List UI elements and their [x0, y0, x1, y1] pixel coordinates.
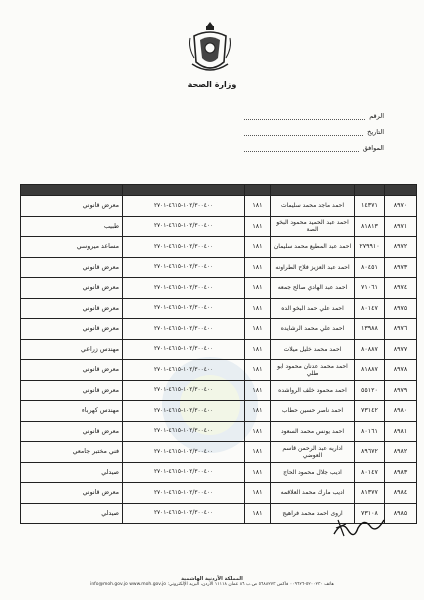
row-specialty-cell: معرض قانوني: [21, 483, 123, 504]
footer-contact: هاتف ٥٢٠٠٢٣٠-٠٠٩٦٢٦ فاكس ٥٦٨٨٢٧٣ ص.ب ٨٦ عمان ١١١١٨ الأردن، البريد الإلكتروني: info@moh.gov.jo www.moh.gov.jo: [90, 582, 334, 587]
row-seq-cell: ٨٩٧٨: [385, 360, 417, 381]
ministry-name: وزارة الصحة: [187, 80, 237, 89]
row-code-cell: ١٨١: [245, 196, 271, 217]
row-seq-cell: ٨٩٨٠: [385, 401, 417, 422]
row-id-cell: ٨١٨٨٧: [355, 360, 385, 381]
row-seq-cell: ٨٩٧٦: [385, 319, 417, 340]
row-code-cell: ١٨١: [245, 401, 271, 422]
row-seq-cell: ٨٩٨٤: [385, 483, 417, 504]
corresponding-date-label: الموافق: [362, 144, 384, 152]
row-name-cell: اديب مارك محمد العلاقمه: [271, 483, 355, 504]
row-specialty-cell: معرض قانوني: [21, 278, 123, 299]
table-body: [21, 196, 417, 524]
row-id-cell: ٥٥١٢٠: [355, 380, 385, 401]
table-row: [21, 196, 417, 217]
row-id-cell: ١٣٩٨٨: [355, 319, 385, 340]
row-account-cell: ١٠٢/٣٠٠٤٠٠-٤٦١٥-٢٧٠١: [123, 380, 245, 401]
row-account-cell: ١٠٢/٣٠٠٤٠٠-٤٦١٥-٢٧٠١: [123, 196, 245, 217]
row-name-cell: احمد عبد العزيز فلاح الطراونه: [271, 257, 355, 278]
row-specialty-cell: معرض قانوني: [21, 298, 123, 319]
row-id-cell: ٨٠١٦١: [355, 421, 385, 442]
table-row: [21, 401, 417, 422]
row-account-cell: ١٠٢/٣٠٠٤٠٠-٤٦١٥-٢٧٠١: [123, 237, 245, 258]
row-name-cell: اروى احمد محمد فراهيج: [271, 503, 355, 524]
page-footer: [30, 576, 394, 587]
row-specialty-cell: مساعد ميروسي: [21, 237, 123, 258]
row-account-cell: ١٠٢/٣٠٠٤٠٠-٤٦١٥-٢٧٠١: [123, 298, 245, 319]
table-row: [21, 216, 417, 237]
row-seq-cell: ٨٩٧٢: [385, 237, 417, 258]
corresponding-date-field: [244, 144, 384, 152]
table-row: [21, 319, 417, 340]
row-name-cell: احمد محمد خليل ميلات: [271, 339, 355, 360]
royal-crest-icon: [186, 18, 234, 78]
row-seq-cell: ٨٩٧٩: [385, 380, 417, 401]
row-name-cell: احمد محمد عدنان محمود ابو طلي: [271, 360, 355, 381]
row-specialty-cell: صيدلي: [21, 462, 123, 483]
row-seq-cell: ٨٩٧٣: [385, 257, 417, 278]
footer-country: المملكة الأردنية الهاشمية: [181, 576, 243, 582]
row-id-cell: ٨٩٦٧٢: [355, 442, 385, 463]
table-row: [21, 421, 417, 442]
row-id-cell: ٨٠١٤٧: [355, 462, 385, 483]
row-specialty-cell: مهندس كهرباء: [21, 401, 123, 422]
row-account-cell: ١٠٢/٣٠٠٤٠٠-٤٦١٥-٢٧٠١: [123, 421, 245, 442]
row-seq-cell: ٨٩٧٧: [385, 339, 417, 360]
row-code-cell: ١٨١: [245, 298, 271, 319]
dotted-line: [244, 113, 365, 120]
table-row: [21, 339, 417, 360]
row-id-cell: ٢٧٩٩١٠: [355, 237, 385, 258]
row-id-cell: ٧٣١٠٨: [355, 503, 385, 524]
table-row: [21, 237, 417, 258]
row-specialty-cell: مهندس زراعي: [21, 339, 123, 360]
row-id-cell: ٨١٨١٣: [355, 216, 385, 237]
row-account-cell: ١٠٢/٣٠٠٤٠٠-٤٦١٥-٢٧٠١: [123, 401, 245, 422]
row-account-cell: ١٠٢/٣٠٠٤٠٠-٤٦١٥-٢٧٠١: [123, 442, 245, 463]
row-seq-cell: ٨٩٧٤: [385, 278, 417, 299]
row-seq-cell: ٨٩٧٠: [385, 196, 417, 217]
dotted-line: [244, 145, 359, 152]
staff-table: [20, 184, 417, 524]
column-header: [123, 185, 245, 196]
reference-number-field: [244, 112, 384, 120]
table-row: [21, 298, 417, 319]
handwritten-signature: [332, 512, 388, 542]
row-id-cell: ٨١٣٧٧: [355, 483, 385, 504]
dotted-line: [244, 129, 363, 136]
row-code-cell: ١٨١: [245, 421, 271, 442]
table-row: [21, 462, 417, 483]
row-seq-cell: ٨٩٨٢: [385, 442, 417, 463]
row-id-cell: ٧١٠٦١: [355, 278, 385, 299]
row-id-cell: ٧٣١٤٢: [355, 401, 385, 422]
row-account-cell: ١٠٢/٣٠٠٤٠٠-٤٦١٥-٢٧٠١: [123, 462, 245, 483]
row-code-cell: ١٨١: [245, 216, 271, 237]
row-id-cell: ٨٠٨٨٧: [355, 339, 385, 360]
row-name-cell: احمد يونس محمد السعود: [271, 421, 355, 442]
row-name-cell: احمد عبد المطيع محمد سليمان: [271, 237, 355, 258]
row-code-cell: ١٨١: [245, 319, 271, 340]
table-row: [21, 278, 417, 299]
date-field: [244, 128, 384, 136]
row-code-cell: ١٨١: [245, 503, 271, 524]
row-id-cell: ٨٠١٤٧: [355, 298, 385, 319]
row-specialty-cell: معرض قانوني: [21, 421, 123, 442]
row-code-cell: ١٨١: [245, 360, 271, 381]
row-specialty-cell: معرض قانوني: [21, 319, 123, 340]
row-code-cell: ١٨١: [245, 237, 271, 258]
row-account-cell: ١٠٢/٣٠٠٤٠٠-٤٦١٥-٢٧٠١: [123, 257, 245, 278]
row-name-cell: احمد محمود خلف الرواشده: [271, 380, 355, 401]
row-name-cell: احمد علي محمد الرشايده: [271, 319, 355, 340]
row-code-cell: ١٨١: [245, 278, 271, 299]
row-account-cell: ١٠٢/٣٠٠٤٠٠-٤٦١٥-٢٧٠١: [123, 319, 245, 340]
row-code-cell: ١٨١: [245, 442, 271, 463]
row-account-cell: ١٠٢/٣٠٠٤٠٠-٤٦١٥-٢٧٠١: [123, 339, 245, 360]
column-header: [385, 185, 417, 196]
row-seq-cell: ٨٩٨١: [385, 421, 417, 442]
table-row: [21, 442, 417, 463]
row-code-cell: ١٨١: [245, 462, 271, 483]
row-id-cell: ٨٠٤٥١: [355, 257, 385, 278]
table-header-row: [21, 185, 417, 196]
table-row: [21, 257, 417, 278]
row-account-cell: ١٠٢/٣٠٠٤٠٠-٤٦١٥-٢٧٠١: [123, 503, 245, 524]
column-header: [21, 185, 123, 196]
reference-number-label: الرقم: [369, 112, 384, 120]
row-specialty-cell: طبيب: [21, 216, 123, 237]
row-account-cell: ١٠٢/٣٠٠٤٠٠-٤٦١٥-٢٧٠١: [123, 278, 245, 299]
row-specialty-cell: معرض قانوني: [21, 257, 123, 278]
row-code-cell: ١٨١: [245, 380, 271, 401]
row-code-cell: ١٨١: [245, 257, 271, 278]
row-specialty-cell: معرض قانوني: [21, 380, 123, 401]
row-seq-cell: ٨٩٧٥: [385, 298, 417, 319]
date-label: التاريخ: [367, 128, 384, 136]
row-name-cell: احمد عبد الحميد محمود البخو الصة: [271, 216, 355, 237]
row-name-cell: احمد عبد الهادي صالح جمعه: [271, 278, 355, 299]
column-header: [355, 185, 385, 196]
row-seq-cell: ٨٩٨٥: [385, 503, 417, 524]
row-name-cell: اديب جلال محمود الحاج: [271, 462, 355, 483]
table-row: [21, 483, 417, 504]
row-account-cell: ١٠٢/٣٠٠٤٠٠-٤٦١٥-٢٧٠١: [123, 360, 245, 381]
row-name-cell: احمد ناصر حسين حطاب: [271, 401, 355, 422]
row-code-cell: ١٨١: [245, 339, 271, 360]
column-header: [271, 185, 355, 196]
row-code-cell: ١٨١: [245, 483, 271, 504]
row-account-cell: ١٠٢/٣٠٠٤٠٠-٤٦١٥-٢٧٠١: [123, 216, 245, 237]
table-row: [21, 380, 417, 401]
row-name-cell: اداريه عبد الرحمن قاسم العوضي: [271, 442, 355, 463]
row-account-cell: ١٠٢/٣٠٠٤٠٠-٤٦١٥-٢٧٠١: [123, 483, 245, 504]
table-row: [21, 360, 417, 381]
row-name-cell: احمد علي حمد البخو الده: [271, 298, 355, 319]
row-specialty-cell: فني مختبر جامعي: [21, 442, 123, 463]
row-seq-cell: ٨٩٧١: [385, 216, 417, 237]
row-specialty-cell: صيدلي: [21, 503, 123, 524]
row-id-cell: ١٤٣٧١: [355, 196, 385, 217]
row-specialty-cell: معرض قانوني: [21, 196, 123, 217]
column-header: [245, 185, 271, 196]
row-name-cell: احمد ماجد محمد سليمات: [271, 196, 355, 217]
row-specialty-cell: معرض قانوني: [21, 360, 123, 381]
row-seq-cell: ٨٩٨٣: [385, 462, 417, 483]
